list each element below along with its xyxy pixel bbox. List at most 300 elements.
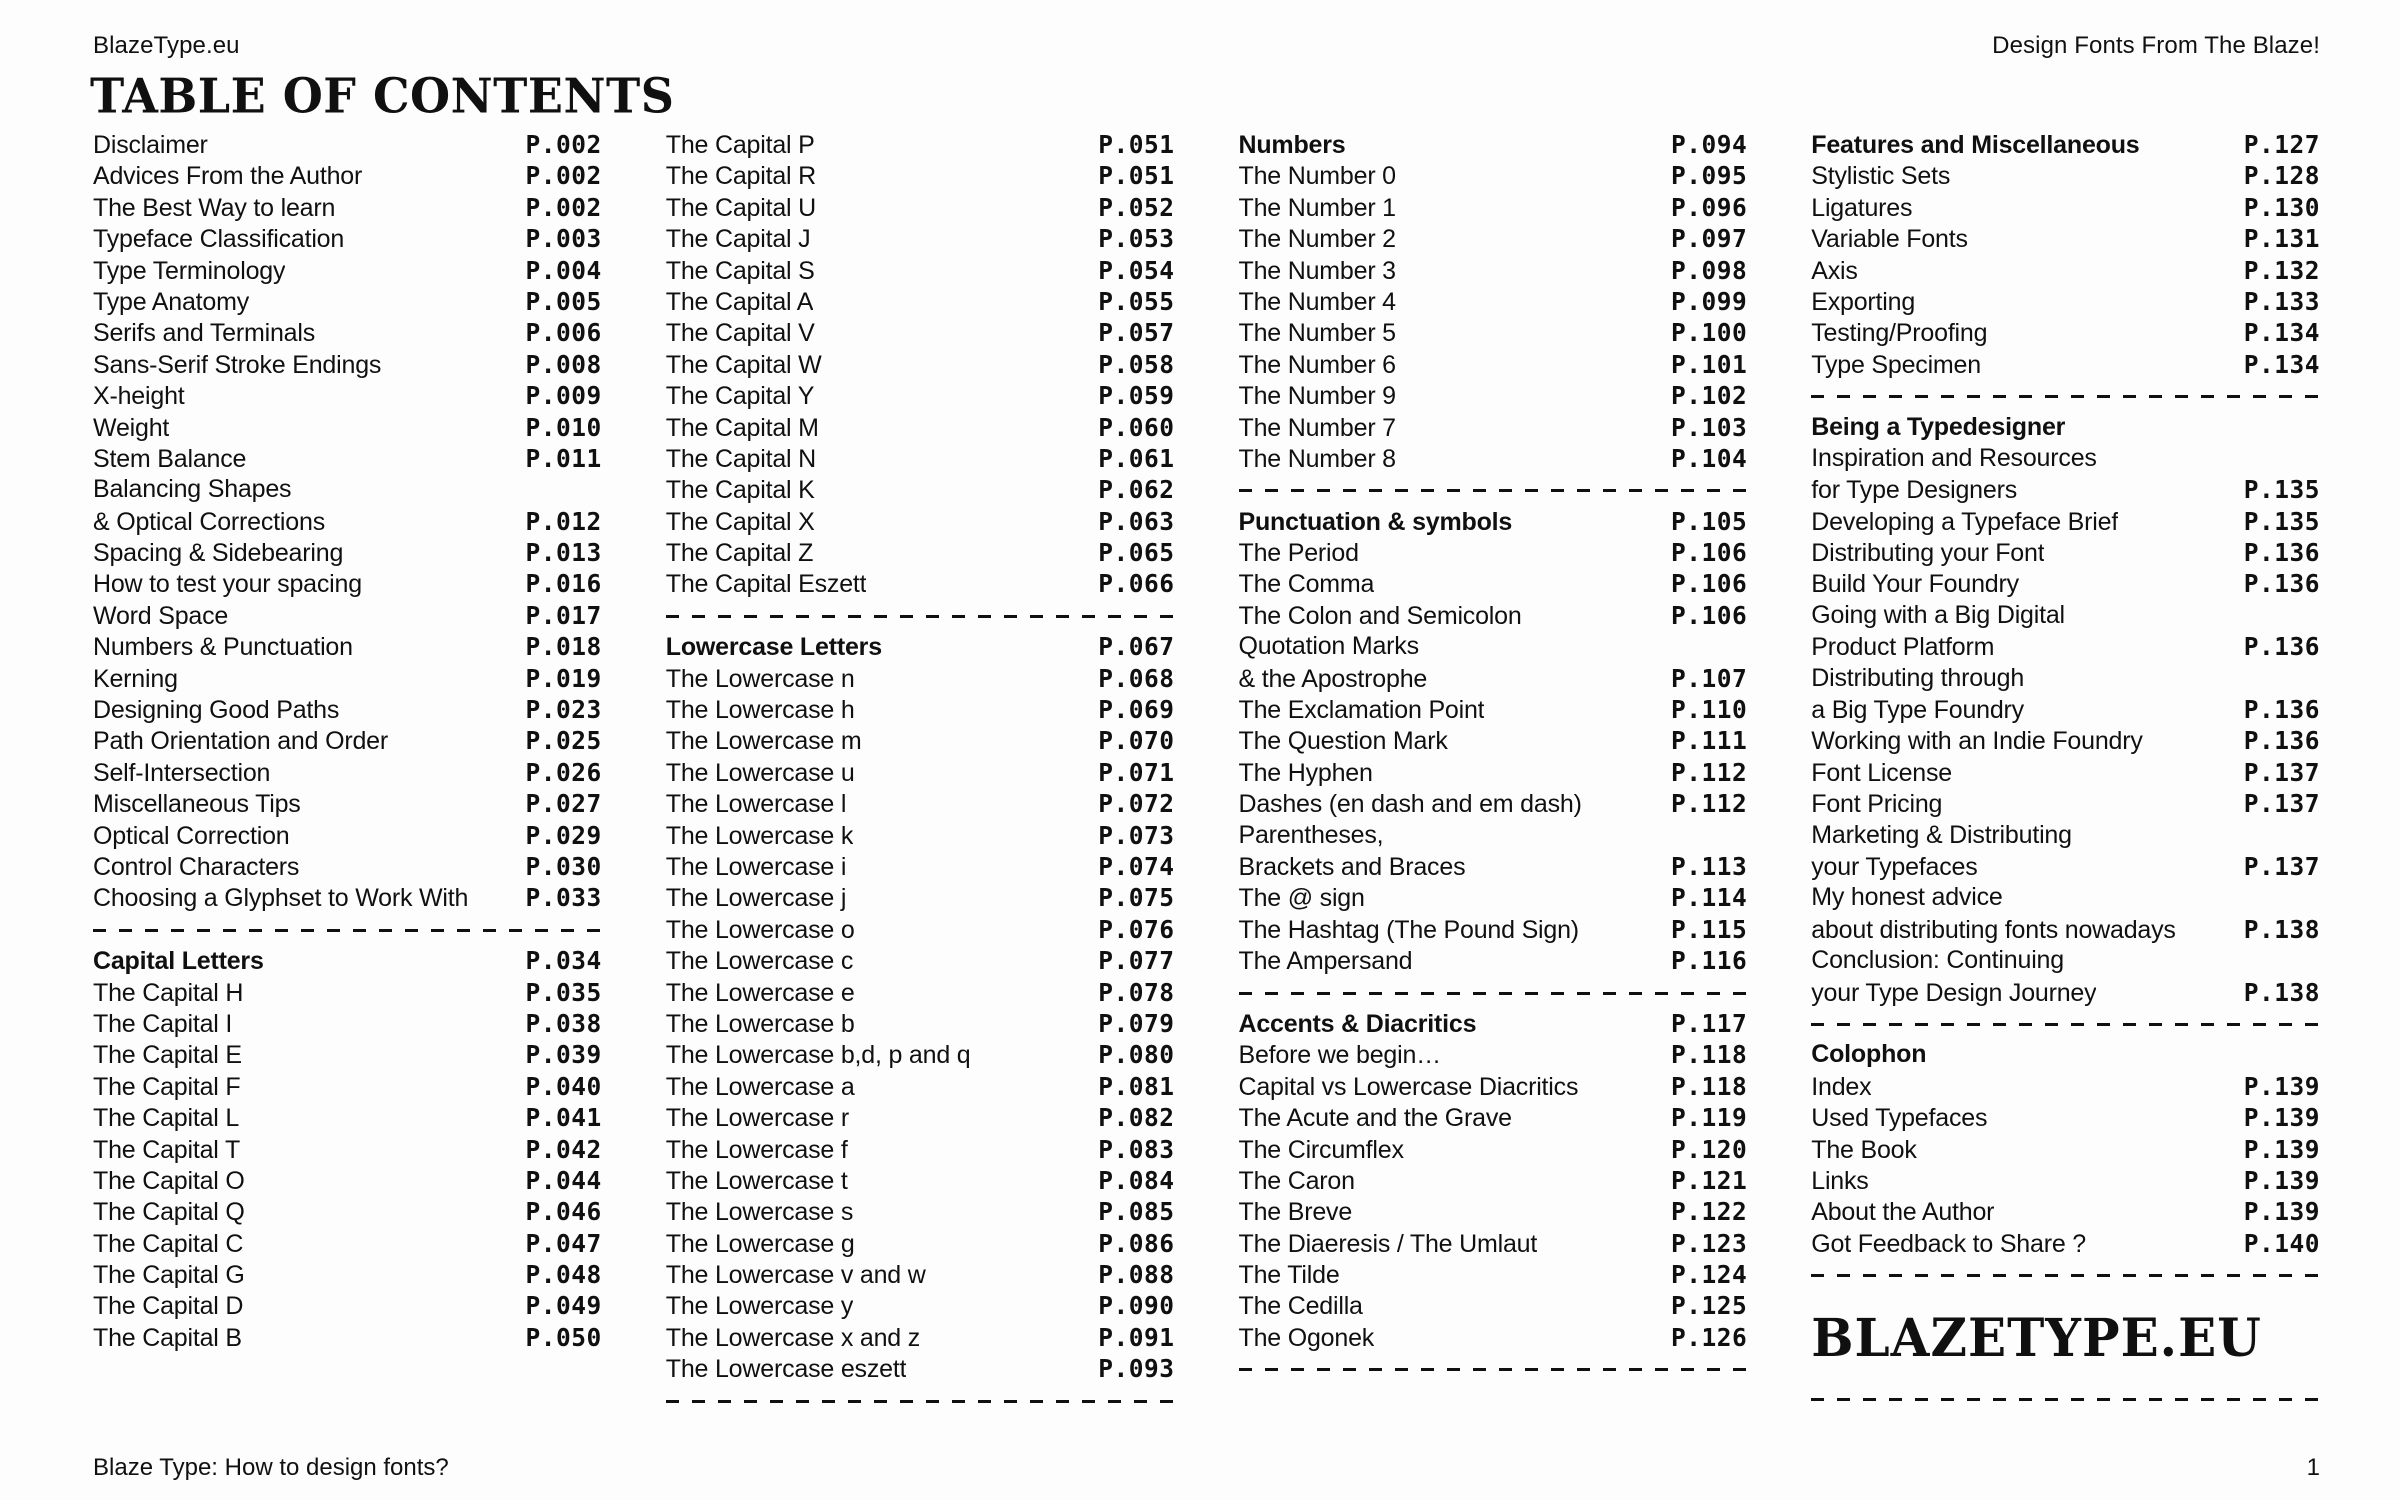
toc-entry bbox=[666, 1291, 1175, 1322]
toc-entry-label: The Period bbox=[1238, 539, 1359, 568]
toc-entry bbox=[1239, 1135, 1748, 1166]
toc-entry bbox=[666, 978, 1175, 1009]
toc-entry-page: P.018 bbox=[525, 632, 602, 662]
toc-entry-label: The Capital C bbox=[93, 1229, 244, 1258]
dashed-divider bbox=[666, 1386, 1175, 1417]
toc-entry bbox=[1811, 287, 2320, 318]
toc-entry-label: The Capital U bbox=[665, 193, 816, 222]
toc-entry bbox=[1239, 1291, 1748, 1322]
toc-entry-label: The Ampersand bbox=[1238, 947, 1413, 976]
toc-entry bbox=[1811, 821, 2320, 852]
toc-section-header bbox=[666, 632, 1175, 663]
toc-entry bbox=[93, 256, 602, 287]
toc-entry-label: Used Typefaces bbox=[1811, 1104, 1988, 1133]
toc-column-1 bbox=[93, 130, 602, 1417]
toc-entry-label: Testing/Proofing bbox=[1811, 319, 1988, 348]
toc-entry-page: P.008 bbox=[525, 349, 602, 379]
toc-entry bbox=[666, 789, 1175, 820]
toc-entry-page: P.102 bbox=[1670, 381, 1748, 411]
toc-entry-label: The Number 9 bbox=[1238, 382, 1396, 411]
toc-entry bbox=[93, 538, 602, 569]
toc-entry bbox=[1811, 318, 2320, 349]
toc-entry-page: P.054 bbox=[1098, 255, 1175, 285]
toc-entry-label: The Cedilla bbox=[1238, 1292, 1363, 1321]
toc-entry-page: P.121 bbox=[1670, 1165, 1748, 1195]
toc-entry bbox=[1811, 789, 2320, 820]
toc-entry bbox=[1811, 444, 2320, 475]
toc-entry-label: The Number 7 bbox=[1238, 413, 1396, 442]
toc-entry-page: P.107 bbox=[1670, 663, 1748, 693]
toc-entry-page: P.075 bbox=[1098, 883, 1175, 913]
toc-entry-label: Stem Balance bbox=[93, 444, 247, 473]
toc-entry-page: P.126 bbox=[1670, 1322, 1748, 1352]
toc-entry bbox=[1239, 413, 1748, 444]
toc-entry bbox=[1811, 664, 2320, 695]
toc-entry-label: The Lowercase eszett bbox=[665, 1355, 907, 1384]
toc-entry-label: Control Characters bbox=[93, 852, 300, 881]
toc-entry-page: P.038 bbox=[525, 1008, 602, 1038]
dash-line bbox=[1811, 1023, 2320, 1026]
toc-entry-label: Optical Correction bbox=[93, 821, 290, 850]
toc-entry bbox=[666, 224, 1175, 255]
toc-entry bbox=[1811, 601, 2320, 632]
toc-entry-page: P.067 bbox=[1098, 632, 1175, 662]
toc-entry-label: Got Feedback to Share ? bbox=[1811, 1229, 2086, 1258]
toc-entry-page: P.120 bbox=[1670, 1134, 1748, 1164]
toc-entry-label: Before we begin… bbox=[1238, 1041, 1441, 1070]
toc-entry bbox=[93, 1291, 602, 1322]
toc-entry-label: The Number 6 bbox=[1238, 350, 1396, 379]
toc-entry-label: The Capital V bbox=[665, 319, 815, 348]
dash-line bbox=[1811, 1274, 2320, 1277]
toc-entry-page: P.136 bbox=[2243, 632, 2320, 662]
toc-entry-page: P.005 bbox=[525, 286, 602, 316]
page-number: 1 bbox=[2306, 1454, 2320, 1481]
toc-entry bbox=[1811, 758, 2320, 789]
toc-entry-page: P.106 bbox=[1670, 569, 1748, 599]
toc-entry-page: P.137 bbox=[2243, 757, 2320, 787]
toc-entry-label: The Lowercase v and w bbox=[665, 1261, 926, 1290]
toc-entry bbox=[93, 130, 602, 161]
toc-entry-page: P.138 bbox=[2243, 914, 2320, 944]
toc-entry-label: Distributing your Font bbox=[1811, 539, 2045, 568]
toc-entry bbox=[1239, 664, 1748, 695]
toc-entry-label: The Lowercase h bbox=[665, 696, 855, 725]
toc-entry-page: P.069 bbox=[1098, 695, 1175, 725]
dashed-divider bbox=[93, 915, 602, 946]
toc-entry bbox=[1239, 915, 1748, 946]
toc-entry-page: P.100 bbox=[1670, 318, 1748, 348]
toc-entry bbox=[93, 601, 602, 632]
toc-entry-page: P.139 bbox=[2243, 1071, 2320, 1101]
toc-entry-label: The Capital T bbox=[93, 1135, 241, 1164]
toc-entry bbox=[1239, 1040, 1748, 1071]
dashed-divider bbox=[666, 601, 1175, 632]
toc-entry-page: P.012 bbox=[525, 506, 602, 536]
toc-entry-label: The Capital L bbox=[93, 1104, 240, 1133]
toc-entry bbox=[1811, 569, 2320, 600]
toc-entry bbox=[1811, 193, 2320, 224]
toc-entry-page: P.019 bbox=[525, 663, 602, 693]
toc-entry-page: P.080 bbox=[1098, 1040, 1175, 1070]
toc-entry-page: P.137 bbox=[2243, 789, 2320, 819]
toc-entry-page: P.051 bbox=[1098, 161, 1175, 191]
toc-entry-page: P.090 bbox=[1098, 1291, 1175, 1321]
toc-entry-label: My honest advice bbox=[1811, 883, 2003, 912]
toc-entry bbox=[1811, 1197, 2320, 1228]
dash-line bbox=[1811, 1398, 2320, 1401]
toc-entry-label: About the Author bbox=[1811, 1198, 1995, 1227]
toc-entry bbox=[1239, 946, 1748, 977]
toc-entry-label: The Lowercase l bbox=[665, 790, 847, 819]
toc-entry bbox=[666, 852, 1175, 883]
toc-entry-page: P.136 bbox=[2243, 726, 2320, 756]
toc-entry-label: The Capital A bbox=[665, 287, 814, 316]
toc-entry bbox=[93, 852, 602, 883]
toc-entry-page: P.139 bbox=[2243, 1197, 2320, 1227]
toc-entry-label: Miscellaneous Tips bbox=[93, 790, 301, 819]
toc-entry bbox=[666, 1040, 1175, 1071]
toc-entry-page: P.071 bbox=[1098, 757, 1175, 787]
toc-entry-page: P.044 bbox=[525, 1165, 602, 1195]
toc-entry-label: The Best Way to learn bbox=[93, 193, 336, 222]
toc-entry bbox=[93, 318, 602, 349]
toc-entry-label: The Number 5 bbox=[1238, 319, 1396, 348]
toc-entry-label: Parentheses, bbox=[1238, 820, 1384, 849]
toc-entry-label: Capital vs Lowercase Diacritics bbox=[1238, 1072, 1579, 1101]
toc-entry-label: The Book bbox=[1811, 1135, 1917, 1164]
toc-entry-label: The Caron bbox=[1238, 1166, 1355, 1195]
toc-entry bbox=[666, 664, 1175, 695]
toc-entry-label: Type Anatomy bbox=[93, 287, 250, 316]
toc-entry-page: P.085 bbox=[1098, 1197, 1175, 1227]
toc-entry-label: Numbers bbox=[1238, 131, 1346, 159]
toc-entry-page: P.139 bbox=[2243, 1134, 2320, 1164]
toc-entry-label: The Diaeresis / The Umlaut bbox=[1238, 1229, 1538, 1258]
toc-entry-page: P.128 bbox=[2243, 161, 2320, 191]
toc-entry-label: The Capital D bbox=[93, 1292, 244, 1321]
toc-entry-page: P.002 bbox=[525, 130, 602, 159]
toc-entry-label: The Capital M bbox=[665, 413, 819, 442]
toc-entry-page: P.074 bbox=[1098, 851, 1175, 881]
toc-entry-label: The Lowercase k bbox=[665, 821, 854, 850]
toc-entry bbox=[1239, 1260, 1748, 1291]
toc-entry-page: P.083 bbox=[1098, 1134, 1175, 1164]
toc-entry bbox=[666, 507, 1175, 538]
toc-entry bbox=[93, 161, 602, 192]
toc-entry-label: Punctuation & symbols bbox=[1238, 507, 1513, 536]
toc-entry-label: The Lowercase x and z bbox=[665, 1323, 921, 1352]
toc-entry bbox=[1239, 569, 1748, 600]
toc-entry-label: The Lowercase o bbox=[665, 915, 855, 944]
toc-entry-page: P.094 bbox=[1670, 130, 1748, 159]
toc-entry-label: The Capital I bbox=[93, 1009, 233, 1038]
footer-book-title: Blaze Type: How to design fonts? bbox=[93, 1454, 449, 1481]
toc-entry-label: Build Your Foundry bbox=[1811, 570, 2019, 599]
toc-entry bbox=[93, 632, 602, 663]
toc-entry-label: The Hyphen bbox=[1238, 758, 1373, 787]
toc-entry-page: P.136 bbox=[2243, 538, 2320, 568]
toc-entry bbox=[666, 1135, 1175, 1166]
toc-entry-page: P.006 bbox=[525, 318, 602, 348]
toc-entry bbox=[93, 1072, 602, 1103]
dashed-divider bbox=[1811, 381, 2320, 412]
toc-entry bbox=[1239, 883, 1748, 914]
toc-entry bbox=[1811, 475, 2320, 506]
toc-entry bbox=[93, 1323, 602, 1354]
toc-entry-label: The Lowercase y bbox=[665, 1292, 854, 1321]
toc-entry bbox=[1239, 1323, 1748, 1354]
dashed-divider bbox=[1239, 978, 1748, 1009]
toc-entry bbox=[666, 193, 1175, 224]
toc-entry-label: The Capital Q bbox=[93, 1198, 245, 1227]
toc-entry bbox=[666, 350, 1175, 381]
toc-section-header bbox=[1239, 507, 1748, 538]
toc-entry-page: P.117 bbox=[1670, 1008, 1748, 1038]
dashed-divider bbox=[1811, 1383, 2320, 1414]
toc-entry bbox=[1811, 507, 2320, 538]
toc-entry bbox=[93, 883, 602, 914]
toc-entry bbox=[93, 1135, 602, 1166]
toc-entry-page: P.063 bbox=[1098, 506, 1175, 536]
toc-entry-label: The Capital H bbox=[93, 978, 244, 1007]
toc-entry bbox=[1239, 381, 1748, 412]
toc-entry bbox=[666, 695, 1175, 726]
toc-entry-page: P.050 bbox=[525, 1322, 602, 1352]
toc-entry-label: Sans-Serif Stroke Endings bbox=[93, 350, 382, 379]
toc-entry-page: P.076 bbox=[1098, 914, 1175, 944]
toc-entry-label: The Capital Y bbox=[665, 382, 815, 411]
toc-entry-label: Disclaimer bbox=[93, 131, 208, 159]
toc-entry-label: The Lowercase s bbox=[665, 1198, 854, 1227]
toc-entry-label: your Type Design Journey bbox=[1811, 978, 2097, 1007]
dash-line bbox=[666, 1400, 1175, 1403]
toc-entry-label: Exporting bbox=[1811, 287, 1916, 316]
toc-entry-page: P.079 bbox=[1098, 1008, 1175, 1038]
toc-entry-label: Inspiration and Resources bbox=[1811, 443, 2097, 472]
toc-entry bbox=[93, 350, 602, 381]
toc-entry-label: The Lowercase t bbox=[665, 1166, 848, 1195]
toc-entry-page: P.118 bbox=[1670, 1040, 1748, 1070]
toc-entry-page: P.103 bbox=[1670, 412, 1748, 442]
toc-entry bbox=[1811, 224, 2320, 255]
toc-entry-label: The Number 1 bbox=[1238, 193, 1396, 222]
toc-entry-page: P.059 bbox=[1098, 381, 1175, 411]
toc-entry-label: The Capital Z bbox=[665, 539, 814, 568]
toc-entry-label: The Breve bbox=[1238, 1198, 1353, 1227]
toc-entry-page: P.139 bbox=[2243, 1103, 2320, 1133]
toc-entry bbox=[93, 413, 602, 444]
tagline: Design Fonts From The Blaze! bbox=[1992, 32, 2320, 59]
toc-entry-page: P.017 bbox=[525, 600, 602, 630]
toc-column-2 bbox=[666, 130, 1175, 1417]
toc-entry-label: Accents & Diacritics bbox=[1238, 1009, 1477, 1038]
toc-entry-page: P.061 bbox=[1098, 443, 1175, 473]
toc-entry bbox=[1239, 1229, 1748, 1260]
toc-entry-label: The Number 4 bbox=[1238, 287, 1396, 316]
toc-section-header bbox=[1811, 413, 2320, 444]
toc-entry-page: P.132 bbox=[2243, 255, 2320, 285]
toc-entry bbox=[1811, 632, 2320, 663]
toc-entry-label: The Capital X bbox=[665, 507, 815, 536]
toc-entry-page: P.125 bbox=[1670, 1291, 1748, 1321]
toc-entry bbox=[666, 1197, 1175, 1228]
toc-entry-label: Marketing & Distributing bbox=[1811, 820, 2072, 849]
toc-entry bbox=[93, 978, 602, 1009]
toc-entry bbox=[666, 1166, 1175, 1197]
toc-entry bbox=[1239, 789, 1748, 820]
toc-entry-label: Quotation Marks bbox=[1238, 632, 1419, 661]
toc-section-header bbox=[1239, 130, 1748, 161]
toc-entry bbox=[1811, 852, 2320, 883]
toc-entry-page: P.106 bbox=[1670, 538, 1748, 568]
toc-entry bbox=[1239, 256, 1748, 287]
toc-entry bbox=[1239, 852, 1748, 883]
toc-entry-label: The Lowercase r bbox=[665, 1104, 849, 1133]
toc-entry-label: The Number 3 bbox=[1238, 256, 1396, 285]
toc-entry-page: P.066 bbox=[1098, 569, 1175, 599]
toc-entry bbox=[666, 569, 1175, 600]
toc-entry bbox=[666, 1260, 1175, 1291]
toc-entry-label: The Capital Eszett bbox=[665, 570, 867, 599]
page-footer bbox=[93, 1454, 2320, 1482]
toc-entry-label: The Capital G bbox=[93, 1261, 245, 1290]
toc-entry-page: P.004 bbox=[525, 255, 602, 285]
toc-entry-label: & the Apostrophe bbox=[1238, 664, 1428, 693]
toc-entry-label: Kerning bbox=[93, 664, 178, 693]
toc-entry-label: Weight bbox=[93, 413, 170, 442]
toc-column-3 bbox=[1239, 130, 1748, 1417]
toc-entry bbox=[666, 726, 1175, 757]
toc-entry-page: P.058 bbox=[1098, 349, 1175, 379]
toc-entry-label: The Number 8 bbox=[1238, 444, 1396, 473]
toc-entry bbox=[1811, 161, 2320, 192]
toc-entry-page: P.048 bbox=[525, 1260, 602, 1290]
toc-entry-page: P.051 bbox=[1098, 130, 1175, 159]
toc-entry bbox=[666, 1229, 1175, 1260]
toc-entry-label: Path Orientation and Order bbox=[93, 727, 388, 756]
toc-entry bbox=[1811, 538, 2320, 569]
toc-entry-label: The Acute and the Grave bbox=[1238, 1104, 1512, 1133]
toc-section-header bbox=[93, 946, 602, 977]
toc-entry bbox=[666, 538, 1175, 569]
toc-entry-page: P.082 bbox=[1098, 1103, 1175, 1133]
toc-entry-label: Brackets and Braces bbox=[1238, 852, 1466, 881]
toc-entry bbox=[1239, 821, 1748, 852]
toc-entry bbox=[1239, 758, 1748, 789]
toc-entry-label: The Exclamation Point bbox=[1238, 696, 1485, 725]
toc-entry-page: P.136 bbox=[2243, 569, 2320, 599]
toc-entry-page: P.097 bbox=[1670, 224, 1748, 254]
toc-entry-page: P.088 bbox=[1098, 1260, 1175, 1290]
toc-entry-label: The Lowercase e bbox=[665, 978, 855, 1007]
toc-entry bbox=[93, 664, 602, 695]
page-header bbox=[0, 0, 2400, 60]
toc-entry-label: X-height bbox=[93, 382, 185, 411]
toc-entry-page: P.062 bbox=[1098, 475, 1175, 505]
toc-entry-page: P.124 bbox=[1670, 1260, 1748, 1290]
toc-entry-label: The Lowercase c bbox=[665, 947, 854, 976]
toc-entry-label: The Capital E bbox=[93, 1041, 242, 1070]
toc-entry-page: P.135 bbox=[2243, 506, 2320, 536]
toc-entry bbox=[1239, 1103, 1748, 1134]
toc-entry-label: Going with a Big Digital bbox=[1811, 600, 2065, 629]
toc-entry-page: P.060 bbox=[1098, 412, 1175, 442]
toc-entry-page: P.081 bbox=[1098, 1071, 1175, 1101]
site-name: BlazeType.eu bbox=[93, 32, 240, 59]
toc-section-header bbox=[1239, 1009, 1748, 1040]
toc-entry-page: P.029 bbox=[525, 820, 602, 850]
toc-entry-page: P.035 bbox=[525, 977, 602, 1007]
toc-entry bbox=[1811, 256, 2320, 287]
toc-entry-label: The Ogonek bbox=[1238, 1323, 1375, 1352]
toc-entry-page: P.140 bbox=[2243, 1228, 2320, 1258]
toc-entry-label: The Capital J bbox=[665, 225, 811, 254]
toc-entry-label: The Capital P bbox=[665, 131, 815, 159]
toc-entry-label: The Colon and Semicolon bbox=[1238, 601, 1522, 630]
toc-entry-label: The Capital B bbox=[93, 1323, 242, 1352]
toc-entry-label: Serifs and Terminals bbox=[93, 319, 316, 348]
toc-grid bbox=[0, 120, 2400, 1417]
toc-entry-page: P.023 bbox=[525, 695, 602, 725]
toc-entry-page: P.065 bbox=[1098, 538, 1175, 568]
toc-entry-page: P.033 bbox=[525, 883, 602, 913]
toc-entry bbox=[1239, 726, 1748, 757]
toc-entry bbox=[93, 569, 602, 600]
toc-entry bbox=[666, 1323, 1175, 1354]
toc-entry-label: How to test your spacing bbox=[93, 570, 362, 599]
toc-entry-page: P.072 bbox=[1098, 789, 1175, 819]
toc-entry-label: Index bbox=[1811, 1072, 1872, 1101]
toc-entry-label: The Lowercase a bbox=[665, 1072, 855, 1101]
toc-entry bbox=[93, 1197, 602, 1228]
toc-entry bbox=[1811, 1229, 2320, 1260]
toc-entry-page: P.110 bbox=[1670, 695, 1748, 725]
toc-entry-page: P.091 bbox=[1098, 1322, 1175, 1352]
toc-entry-label: The Lowercase f bbox=[665, 1135, 848, 1164]
toc-entry-label: The Hashtag (The Pound Sign) bbox=[1238, 915, 1579, 944]
toc-entry bbox=[666, 444, 1175, 475]
toc-entry-page: P.078 bbox=[1098, 977, 1175, 1007]
toc-entry bbox=[666, 287, 1175, 318]
toc-entry bbox=[666, 883, 1175, 914]
toc-entry-label: The Capital K bbox=[665, 476, 815, 505]
toc-entry bbox=[1811, 1103, 2320, 1134]
dashed-divider bbox=[1239, 1354, 1748, 1385]
toc-entry bbox=[1239, 193, 1748, 224]
toc-entry-label: Distributing through bbox=[1811, 663, 2025, 692]
toc-entry-page: P.112 bbox=[1670, 789, 1748, 819]
toc-entry-label: your Typefaces bbox=[1811, 852, 1978, 881]
toc-entry-page: P.134 bbox=[2243, 318, 2320, 348]
toc-entry-page: P.002 bbox=[525, 161, 602, 191]
toc-entry-page: P.049 bbox=[525, 1291, 602, 1321]
toc-entry-page: P.077 bbox=[1098, 946, 1175, 976]
toc-entry bbox=[666, 758, 1175, 789]
toc-entry-label: Product Platform bbox=[1811, 633, 1995, 662]
toc-entry bbox=[1239, 601, 1748, 632]
toc-entry bbox=[93, 726, 602, 757]
toc-entry-page: P.086 bbox=[1098, 1228, 1175, 1258]
toc-entry-label: Spacing & Sidebearing bbox=[93, 539, 344, 568]
toc-entry bbox=[666, 161, 1175, 192]
toc-entry-page: P.057 bbox=[1098, 318, 1175, 348]
toc-entry bbox=[93, 381, 602, 412]
toc-entry bbox=[93, 287, 602, 318]
toc-entry bbox=[1239, 538, 1748, 569]
toc-entry-label: The Capital R bbox=[665, 162, 816, 191]
toc-entry bbox=[1239, 632, 1748, 663]
